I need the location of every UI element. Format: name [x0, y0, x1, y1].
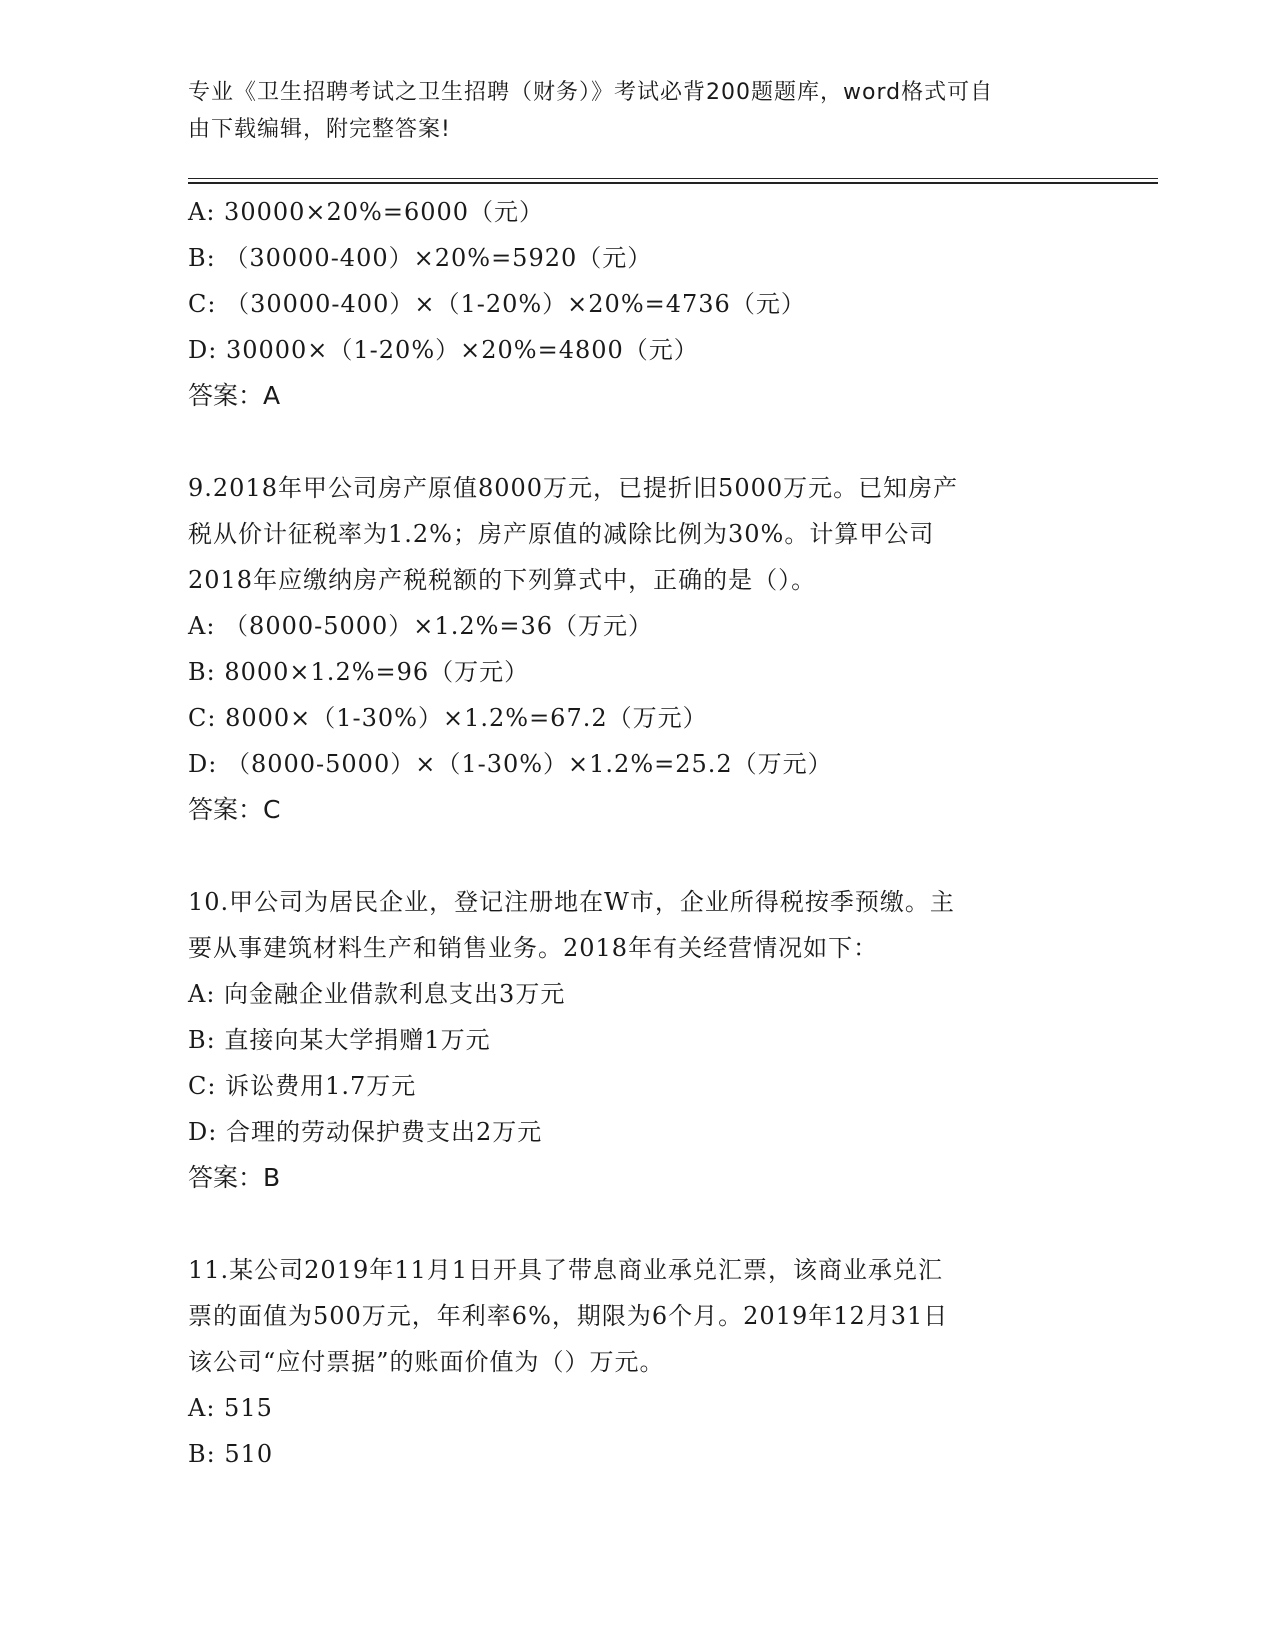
header-line-1: 专业《卫生招聘考试之卫生招聘（财务）》考试必背200题题库，word格式可自	[188, 80, 994, 105]
answer: 答案：B	[188, 1163, 281, 1192]
question-stem-line: 2018年应缴纳房产税税额的下列算式中，正确的是（）。	[188, 566, 817, 594]
question-stem-line: 票的面值为500万元，年利率6%，期限为6个月。2019年12月31日	[188, 1302, 949, 1330]
spacer	[188, 833, 1088, 879]
option-a: A: 30000×20%=6000（元）	[188, 198, 545, 226]
question-11	[188, 1247, 1088, 1477]
option-c: C: 8000×（1-30%）×1.2%=67.2（万元）	[188, 704, 708, 732]
header-rule-thick	[188, 182, 1158, 184]
option-b: B: 510	[188, 1440, 274, 1468]
option-d: D: 30000×（1-20%）×20%=4800（元）	[188, 336, 699, 364]
option-a: A: （8000-5000）×1.2%=36（万元）	[188, 612, 654, 640]
question-stem-line: 该公司“应付票据”的账面价值为（）万元。	[188, 1348, 665, 1376]
option-b: B: 8000×1.2%=96（万元）	[188, 658, 530, 686]
option-a: A: 向金融企业借款利息支出3万元	[188, 980, 566, 1008]
question-stem-line: 税从价计征税率为1.2%；房产原值的减除比例为30%。计算甲公司	[188, 520, 935, 548]
document-body	[188, 189, 1088, 1477]
option-d: D: （8000-5000）×（1-30%）×1.2%=25.2（万元）	[188, 750, 833, 778]
option-d: D: 合理的劳动保护费支出2万元	[188, 1118, 543, 1146]
question-stem-line: 11.某公司2019年11月1日开具了带息商业承兑汇票，该商业承兑汇	[188, 1256, 944, 1284]
option-b: B: 直接向某大学捐赠1万元	[188, 1026, 491, 1054]
answer: 答案：C	[188, 795, 281, 824]
answer: 答案：A	[188, 381, 281, 410]
question-9	[188, 465, 1088, 833]
spacer	[188, 419, 1088, 465]
option-c: C: （30000-400）×（1-20%）×20%=4736（元）	[188, 290, 806, 318]
spacer	[188, 1201, 1088, 1247]
question-stem-line: 9.2018年甲公司房产原值8000万元，已提折旧5000万元。已知房产	[188, 474, 959, 502]
header-rule-thin	[188, 178, 1158, 179]
option-b: B: （30000-400）×20%=5920（元）	[188, 244, 653, 272]
header-line-2: 由下载编辑，附完整答案!	[188, 117, 451, 142]
question-8	[188, 189, 1088, 419]
option-c: C: 诉讼费用1.7万元	[188, 1072, 417, 1100]
document-header	[188, 74, 1088, 148]
question-stem-line: 要从事建筑材料生产和销售业务。2018年有关经营情况如下：	[188, 934, 879, 962]
option-a: A: 515	[188, 1394, 273, 1422]
question-10	[188, 879, 1088, 1201]
question-stem-line: 10.甲公司为居民企业，登记注册地在W市，企业所得税按季预缴。主	[188, 888, 955, 916]
